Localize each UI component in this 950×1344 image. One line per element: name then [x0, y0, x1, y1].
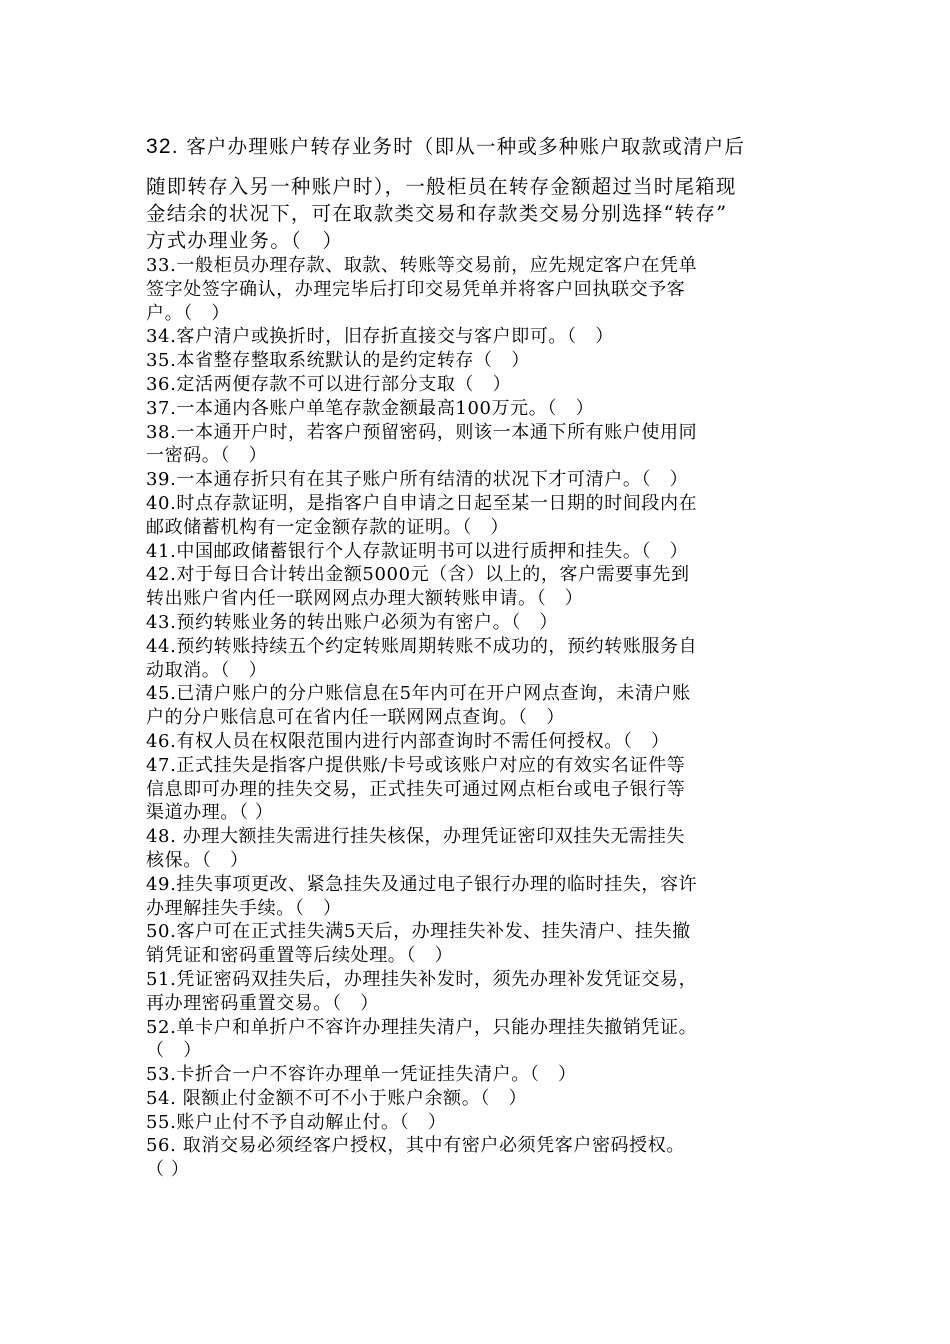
question-text-line: 39.一本通存折只有在其子账户所有结清的状况下才可清户。（ ）	[146, 469, 689, 491]
question-text-line: 46.有权人员在权限范围内进行内部查询时不需任何授权。（ ）	[146, 730, 670, 752]
question-item	[146, 492, 816, 540]
question-text-line: 转出账户省内任一联网网点办理大额转账申请。（ ）	[146, 588, 584, 610]
question-text-line: 48. 办理大额挂失需进行挂失核保，办理凭证密印双挂失无需挂失	[146, 826, 685, 848]
question-item	[146, 825, 816, 873]
question-text-line: 50.客户可在正式挂失满5天后，办理挂失补发、挂失清户、挂失撤	[146, 921, 691, 943]
question-text-line: 45.已清户账户的分户账信息在5年内可在开户网点查询，未清户账	[146, 683, 691, 705]
question-text-line: 47.正式挂失是指客户提供账/卡号或该账户对应的有效实名证件等	[146, 754, 686, 776]
question-text-line: 销凭证和密码重置等后续处理。（ ）	[146, 945, 454, 967]
question-text-line: 动取消。（ ）	[146, 659, 268, 681]
question-32-continuation	[146, 173, 816, 254]
question-text-line: 51.凭证密码双挂失后，办理挂失补发时，须先办理补发凭证交易，	[146, 968, 698, 990]
question-text-line: 方式办理业务。（ ）	[146, 229, 344, 252]
question-text-line: 客户办理账户转存业务时（即从一种或多种账户取款或清户后	[186, 135, 746, 158]
question-text-line: 户的分户账信息可在省内任一联网网点查询。（ ）	[146, 707, 565, 729]
question-item	[146, 349, 816, 373]
question-text-line: 金结余的状况下，可在取款类交易和存款类交易分别选择“转存”	[146, 202, 728, 225]
question-text-line: 户。（ ）	[146, 302, 230, 324]
question-text-line: （ ）	[146, 1040, 202, 1062]
question-item	[146, 1063, 816, 1087]
question-text-line: 44.预约转账持续五个约定转账周期转账不成功的，预约转账服务自	[146, 635, 698, 657]
question-item	[146, 754, 816, 825]
question-item	[146, 682, 816, 730]
question-text-line: 渠道办理。（ ）	[146, 802, 274, 824]
question-text-line: 42.对于每日合计转出金额5000元（含）以上的，客户需要事先到	[146, 564, 690, 586]
question-text-line: 34.客户清户或换折时，旧存折直接交与客户即可。（ ）	[146, 326, 614, 348]
question-item	[146, 1016, 816, 1064]
question-text-line: 53.卡折合一户不容许办理单一凭证挂失清户。（ ）	[146, 1064, 577, 1086]
question-text-line: 再办理密码重置交易。（ ）	[146, 992, 379, 1014]
question-text-line: 一密码。（ ）	[146, 445, 268, 467]
question-item	[146, 1087, 816, 1111]
question-text-line: 41.中国邮政储蓄银行个人存款证明书可以进行质押和挂失。（ ）	[146, 540, 689, 562]
question-item	[146, 254, 816, 325]
question-item	[146, 635, 816, 683]
question-text-line: 36.定活两便存款不可以进行部分支取（ ）	[146, 373, 512, 395]
question-text-line: 核保。（ ）	[146, 849, 249, 871]
question-text-line: 54. 限额止付金额不可不小于账户余额。（ ）	[146, 1087, 528, 1109]
question-item	[146, 373, 816, 397]
question-item	[146, 873, 816, 921]
question-item	[146, 563, 816, 611]
question-32	[146, 128, 816, 165]
question-item	[146, 1111, 816, 1135]
question-item	[146, 468, 816, 492]
question-item	[146, 540, 816, 564]
document-page	[146, 128, 816, 1182]
question-item	[146, 1134, 816, 1182]
question-item	[146, 421, 816, 469]
question-item	[146, 920, 816, 968]
question-item	[146, 397, 816, 421]
question-text-line: 信息即可办理的挂失交易，正式挂失可通过网点柜台或电子银行等	[146, 778, 686, 800]
question-text-line: 40.时点存款证明，是指客户自申请之日起至某一日期的时间段内在	[146, 492, 698, 514]
question-text-line: 随即转存入另一种账户时），一般柜员在转存金额超过当时尾箱现	[146, 175, 737, 198]
question-item	[146, 730, 816, 754]
question-text-line: 37.一本通内各账户单笔存款金额最高100万元。（ ）	[146, 397, 595, 419]
question-text-line: 56. 取消交易必须经客户授权，其中有密户必须凭客户密码授权。	[146, 1135, 685, 1157]
question-text-line: 55.账户止付不予自动解止付。（ ）	[146, 1111, 447, 1133]
question-text-line: 邮政储蓄机构有一定金额存款的证明。（ ）	[146, 516, 509, 538]
question-item	[146, 968, 816, 1016]
question-text-line: 35.本省整存整取系统默认的是约定转存（ ）	[146, 350, 530, 372]
question-text-line: 49.挂失事项更改、紧急挂失及通过电子银行办理的临时挂失，容许	[146, 873, 698, 895]
question-text-line: 43.预约转账业务的转出账户必须为有密户。（ ）	[146, 611, 559, 633]
question-number: 32.	[146, 135, 179, 158]
question-text-line: 办理解挂失手续。（ ）	[146, 897, 342, 919]
question-text-line: 签字处签字确认，办理完毕后打印交易凭单并将客户回执联交予客	[146, 278, 686, 300]
question-text-line: 33.一般柜员办理存款、取款、转账等交易前，应先规定客户在凭单	[146, 255, 698, 276]
question-list	[146, 254, 816, 1182]
question-text-line: （ ）	[146, 1159, 190, 1181]
question-item	[146, 611, 816, 635]
question-item	[146, 325, 816, 349]
question-text-line: 38.一本通开户时，若客户预留密码，则该一本通下所有账户使用同	[146, 421, 698, 443]
question-text-line: 52.单卡户和单折户不容许办理挂失清户，只能办理挂失撤销凭证。	[146, 1016, 698, 1038]
